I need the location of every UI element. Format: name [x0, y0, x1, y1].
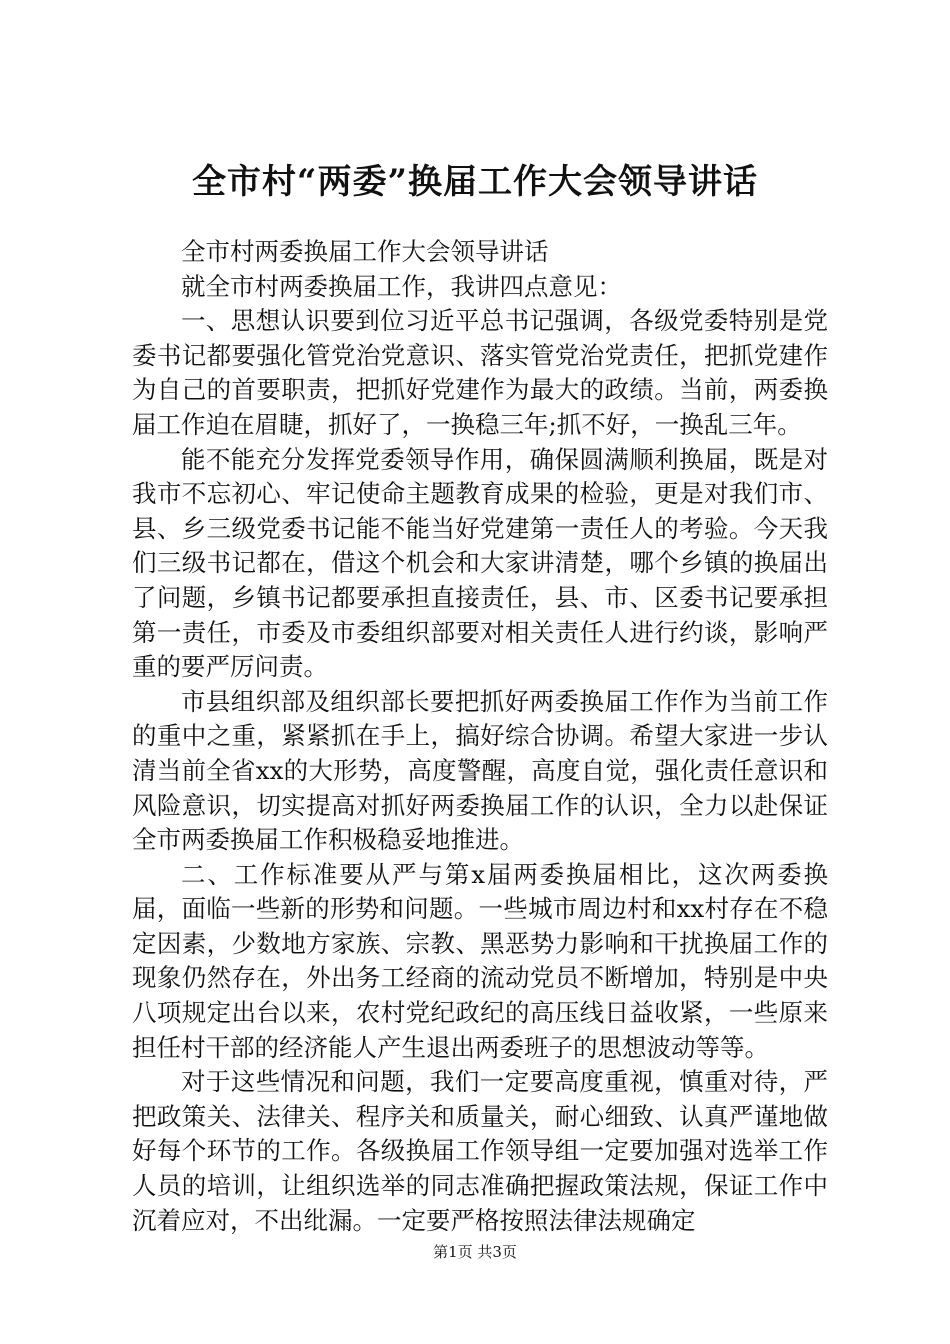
paragraph: 二、工作标准要从严与第x届两委换届相比，这次两委换届，面临一些新的形势和问题。一些城市周边村和xx村存在不稳定因素，少数地方家族、宗教、黑恶势力影响和干扰换届工作的现象仍然存在，外出务工经商的流动党员不断增加，特别是中央八项规定出台以来，农村党纪政纪的高压线日益收紧，一些原来担任村干部的经济能人产生退出两委班子的思想波动等等。 — [132, 859, 828, 1062]
document-body — [132, 235, 828, 1238]
paragraph: 一、思想认识要到位习近平总书记强调，各级党委特别是党委书记都要强化管党治党意识、落实管党治党责任，把抓党建作为自己的首要职责，把抓好党建作为最大的政绩。当前，两委换届工作迫在眉睫，抓好了，一换稳三年;抓不好，一换乱三年。 — [132, 306, 828, 439]
paragraph: 就全市村两委换届工作，我讲四点意见： — [181, 271, 622, 301]
paragraph: 能不能充分发挥党委领导作用，确保圆满顺利换届，既是对我市不忘初心、牢记使命主题教育成果的检验，更是对我们市、县、乡三级党委书记能不能当好党建第一责任人的考验。今天我们三级书记都在，借这个机会和大家讲清楚，哪个乡镇的换届出了问题，乡镇书记都要承担直接责任，县、市、区委书记要承担第一责任，市委及市委组织部要对相关责任人进行约谈，影响严重的要严厉问责。 — [132, 444, 828, 682]
document-title: 全市村“两委”换届工作大会领导讲话 — [191, 162, 759, 202]
paragraph: 对于这些情况和问题，我们一定要高度重视，慎重对待，严把政策关、法律关、程序关和质量关，耐心细致、认真严谨地做好每个环节的工作。各级换届工作领导组一定要加强对选举工作人员的培训，让组织选举的同志准确把握政策法规，保证工作中沉着应对，不出纰漏。一定要严格按照法律法规确定 — [132, 1067, 828, 1235]
paragraph: 全市村两委换届工作大会领导讲话 — [181, 237, 549, 266]
paragraph: 市县组织部及组织部长要把抓好两委换届工作作为当前工作的重中之重，紧紧抓在手上，搞好综合协调。希望大家进一步认清当前全省xx的大形势，高度警醒，高度自觉，强化责任意识和风险意识，切实提高对抓好两委换届工作的认识，全力以赴保证全市两委换届工作积极稳妥地推进。 — [132, 686, 828, 855]
page-number-footer: 第1页 共3页 — [433, 1243, 517, 1261]
